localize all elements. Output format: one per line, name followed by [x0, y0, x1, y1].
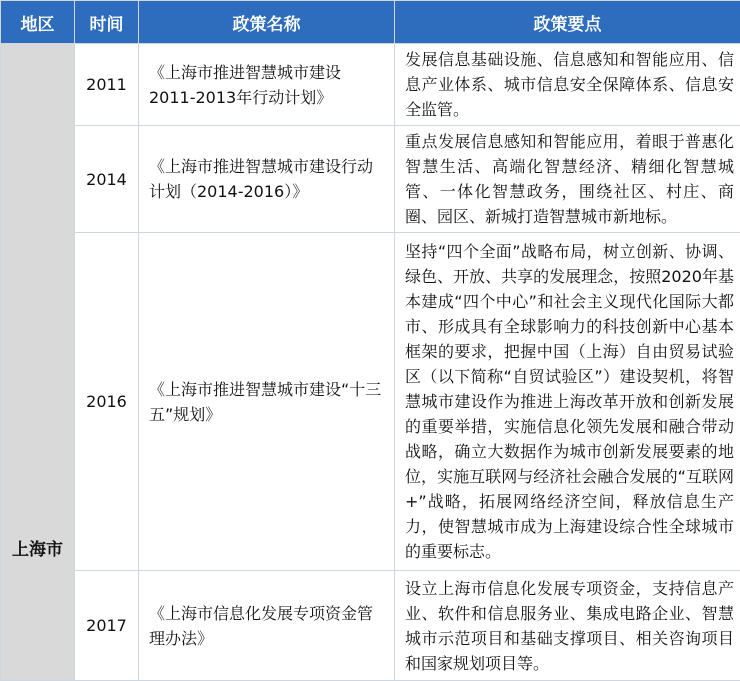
year-cell: 2011 — [75, 44, 139, 126]
policy-points-cell: 重点发展信息感知和智能应用，着眼于普惠化智慧生活、高端化智慧经济、精细化智慧城管、一体化智慧政务，围绕社区、村庄、商圈、园区、新城打造智慧城市新地标。 — [395, 126, 740, 233]
header-time: 时间 — [75, 1, 139, 44]
policy-points-cell: 设立上海市信息化发展专项资金，支持信息产业、软件和信息服务业、集成电路企业、智慧城市示范项目和基础支撑项目、相关咨询项目和国家规划项目等。 — [395, 571, 740, 681]
table-row — [1, 126, 740, 233]
year-cell: 2016 — [75, 233, 139, 571]
policy-points-cell: 坚持“四个全面”战略布局，树立创新、协调、绿色、开放、共享的发展理念，按照2020年基本建成“四个中心”和社会主义现代化国际大都市、形成具有全球影响力的科技创新中心基本框架的要求，把握中国（上海）自由贸易试验区（以下简称“自贸试验区”）建设契机，将智慧城市建设作为推进上海改革开放和创新发展的重要举措，实施信息化领先发展和融合带动战略，确立大数据作为城市创新发展要素的地位，实施互联网与经济社会融合发展的“互联网+”战略，拓展网络经济空间，释放信息生产力，使智慧城市成为上海建设综合性全球城市的重要标志。 — [395, 233, 740, 571]
table-row — [1, 44, 740, 126]
policy-name-cell: 《上海市推进智慧城市建设“十三五”规划》 — [139, 233, 395, 571]
table-row — [1, 233, 740, 571]
policy-name-cell: 《上海市信息化发展专项资金管理办法》 — [139, 571, 395, 681]
policy-name-cell: 《上海市推进智慧城市建设行动计划（2014-2016）》 — [139, 126, 395, 233]
region-cell: 上海市 — [1, 44, 75, 681]
header-row — [1, 1, 740, 44]
header-region: 地区 — [1, 1, 75, 44]
table-row — [1, 571, 740, 681]
year-cell: 2017 — [75, 571, 139, 681]
policy-points-cell: 发展信息基础设施、信息感知和智能应用、信息产业体系、城市信息安全保障体系、信息安全监管。 — [395, 44, 740, 126]
year-cell: 2014 — [75, 126, 139, 233]
header-policy-points: 政策要点 — [395, 1, 740, 44]
header-policy-name: 政策名称 — [139, 1, 395, 44]
policy-name-cell: 《上海市推进智慧城市建设2011-2013年行动计划》 — [139, 44, 395, 126]
